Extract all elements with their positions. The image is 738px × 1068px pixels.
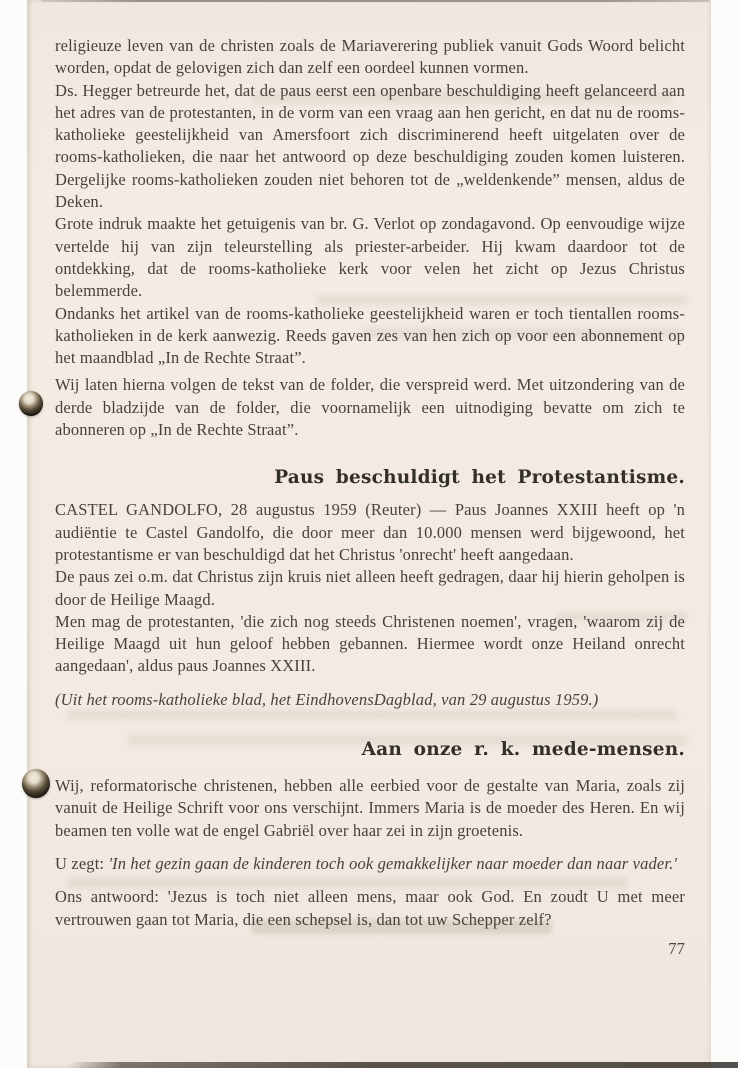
paragraph: Grote indruk maakte het getuigenis van br. G. Verlot op zondagavond. Op eenvoudige wijze vertelde hij van zijn teleurstelling als priester-arbeider. Hij kwam daardoor tot de ontdekking, dat de rooms-katholieke kerk voor velen het zicht op Jezus Christus belemmerde. — [55, 214, 685, 301]
section-heading-letter: Aan onze r. k. mede-mensen. — [361, 739, 685, 761]
text-block — [55, 35, 685, 960]
paragraph: religieuze leven van de christen zoals de Mariaverering publiek vanuit Gods Woord belicht worden, opdat de gelovigen zich dan zelf een oordeel kunnen vormen. — [55, 36, 685, 78]
paragraph: CASTEL GANDOLFO, 28 augustus 1959 (Reuter) — Paus Joannes XXIII heeft op 'n audiëntie te Castel Gandolfo, die door meer dan 10.000 mensen werd bijgewoond, het protestantisme er van beschuldigd dat het Christus 'onrecht' heeft aangedaan. — [55, 500, 685, 564]
source-note: (Uit het rooms-katholieke blad, het EindhovensDagblad, van 29 augustus 1959.) — [55, 689, 599, 709]
paragraph: Wij, reformatorische christenen, hebben alle eerbied voor de gestalte van Maria, zoals zij vanuit de Heilige Schrift voor ons verschijnt. Immers Maria is de moeder des Heren. En wij beamen ten volle wat de engel Gabriël over haar zei in zijn groetenis. — [55, 776, 685, 840]
paragraph: Men mag de protestanten, 'die zich nog steeds Christenen noemen', vragen, 'waarom zij de Heilige Maagd uit hun geloof hebben gebannen. Hiermee wordt onze Heiland onrecht aangedaan', aldus paus Joannes XXIII. — [55, 611, 685, 676]
paragraph: Ons antwoord: 'Jezus is toch niet alleen mens, maar ook God. En zoudt U met meer vertrouwen gaan tot Maria, die een schepsel is, dan tot uw Schepper zelf? — [55, 887, 685, 929]
you-say-quote: 'In het gezin gaan de kinderen toch ook gemakkelijker naar moeder dan naar vader.' — [108, 853, 678, 873]
paragraph: Ds. Hegger betreurde het, dat de paus eerst een openbare beschuldiging heeft gelanceerd aan het adres van de protestanten, in de vorm van een vraag aan hen gericht, en dat nu de rooms-katholieke geestelijkheid van Amersfoort zich discriminerend heeft uitgelaten over de rooms-katholieken, die naar het antwoord op deze beschuldiging zouden komen luisteren. Dergelijke rooms-katholieken zouden niet behoren tot de „weldenkende” mensen, aldus de Deken. — [55, 80, 685, 212]
section-heading-pope-accuses: Paus beschuldigt het Protestantisme. — [274, 467, 685, 489]
punch-hole-mark — [19, 391, 43, 416]
page-number: 77 — [668, 938, 685, 958]
paragraph — [55, 853, 685, 875]
paragraph: De paus zei o.m. dat Christus zijn kruis niet alleen heeft gedragen, daar hij hierin geholpen is door de Heilige Maagd. — [55, 567, 685, 609]
paragraph: Ondanks het artikel van de rooms-katholieke geestelijkheid waren er toch tientallen rooms-katholieken in de kerk aanwezig. Reeds gaven zes van hen zich op voor een abonnement op het maandblad „In de Rechte Straat”. — [55, 303, 685, 368]
photo-bottom-edge — [68, 1062, 738, 1068]
punch-hole-mark — [22, 769, 50, 798]
you-say-label: U zegt: — [55, 853, 109, 873]
photo-top-edge — [41, 0, 709, 2]
paper-sheet — [27, 0, 711, 1068]
paragraph: Wij laten hierna volgen de tekst van de folder, die verspreid werd. Met uitzondering van de derde bladzijde van de folder, die voornamelijk een uitnodiging bevatte om zich te abonneren op „In de Rechte Straat”. — [55, 375, 685, 440]
